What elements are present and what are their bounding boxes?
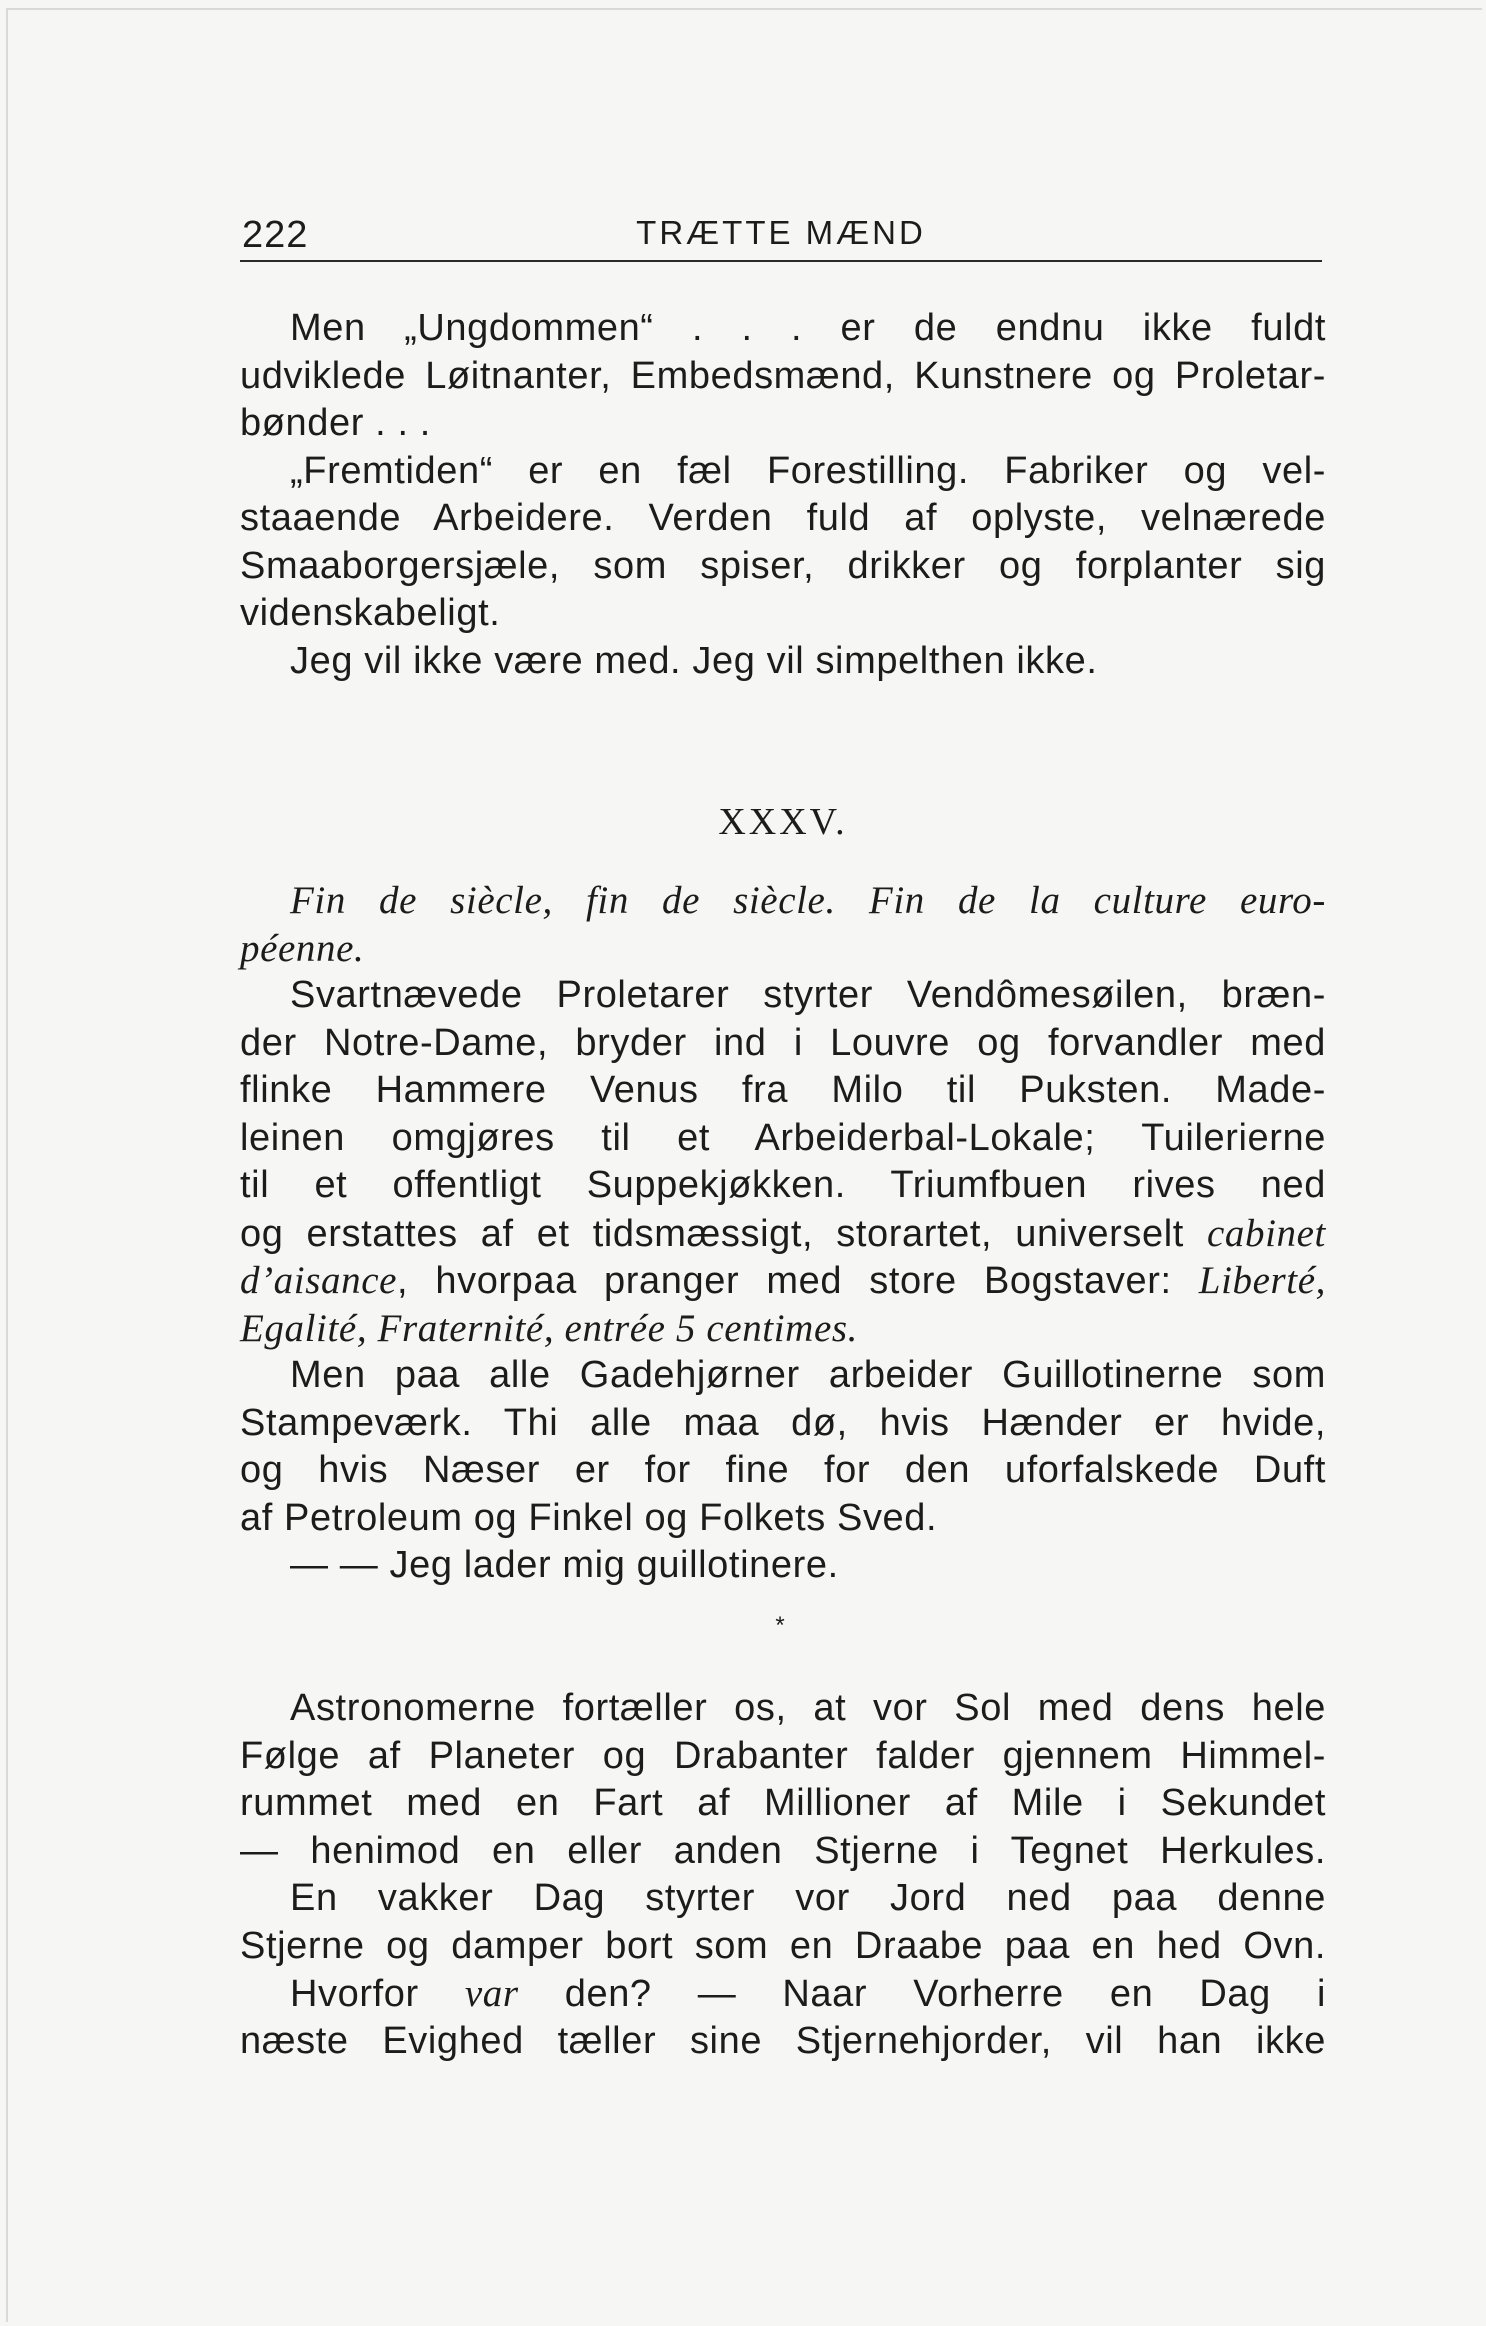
- text-run: den? — Naar Vorherre en Dag i: [518, 1973, 1326, 2015]
- text-line: [240, 1970, 1326, 2018]
- text-line: Men „Ungdommen“ . . . er de endnu ikke fuldt: [290, 307, 1326, 349]
- text-line: — henimod en eller anden Stjerne i Tegnet Herkules.: [240, 1829, 1326, 1872]
- text-run: Hvorfor: [290, 1973, 465, 2015]
- text-line: flinke Hammere Venus fra Milo til Puksten. Made-: [240, 1069, 1326, 1111]
- text-line: næste Evighed tæller sine Stjernehjorder, vil han ikke: [240, 2019, 1326, 2062]
- page-number: 222: [242, 214, 309, 256]
- chapter-title: XXXV.: [718, 801, 848, 843]
- text-line: af Petroleum og Finkel og Folkets Sved.: [240, 1496, 938, 1539]
- text-line: videnskabeligt.: [240, 592, 501, 634]
- text-line: péenne.: [240, 926, 365, 970]
- text-line: Smaaborgersjæle, som spiser, drikker og forplanter sig: [240, 544, 1326, 587]
- italic-run: var: [464, 1972, 519, 2015]
- text-run: , hvorpaa pranger med store Bogstaver:: [397, 1260, 1199, 1302]
- text-line: Fin de siècle, fin de siècle. Fin de la culture euro-: [290, 879, 1326, 922]
- italic-run: cabinet: [1207, 1211, 1326, 1255]
- text-line: leinen omgjøres til et Arbeiderbal-Lokale; Tuilerierne: [240, 1116, 1326, 1159]
- text-line: der Notre-Dame, bryder ind i Louvre og forvandler med: [240, 1021, 1326, 1064]
- text-line: udviklede Løitnanter, Embedsmænd, Kunstnere og Proletar-: [240, 354, 1326, 397]
- running-head: TRÆTTE MÆND: [636, 214, 926, 251]
- italic-run: d’aisance: [240, 1259, 398, 1302]
- text-line: rummet med en Fart af Millioner af Mile i Sekundet: [240, 1782, 1326, 1824]
- text-line: „Fremtiden“ er en fæl Forestilling. Fabriker og vel-: [290, 449, 1326, 492]
- text-line: Egalité, Fraternité, entrée 5 centimes.: [240, 1306, 858, 1350]
- text-run: og erstattes af et tidsmæssigt, storartet, universelt: [240, 1212, 1207, 1255]
- text-line: Stjerne og damper bort som en Draabe paa en hed Ovn.: [240, 1924, 1326, 1967]
- page-header: [240, 208, 1322, 262]
- text-line: Svartnævede Proletarer styrter Vendômesøilen, bræn-: [290, 974, 1326, 1016]
- text-line: En vakker Dag styrter vor Jord ned paa denne: [290, 1877, 1326, 1919]
- text-line: [240, 1257, 1326, 1305]
- text-line: Men paa alle Gadehjørner arbeider Guillotinerne som: [290, 1354, 1326, 1396]
- text-line: og hvis Næser er for fine for den uforfalskede Duft: [240, 1449, 1326, 1491]
- text-line: Følge af Planeter og Drabanter falder gjennem Himmel-: [240, 1734, 1326, 1777]
- section-1: [240, 305, 1326, 685]
- text-line: Astronomerne fortæller os, at vor Sol med dens hele: [290, 1687, 1326, 1729]
- section-3: [240, 1685, 1326, 2065]
- text-line: til et offentligt Suppekjøkken. Triumfbuen rives ned: [240, 1164, 1326, 1206]
- text-line: bønder . . .: [240, 402, 431, 444]
- asterisk-separator: *: [775, 1612, 785, 1639]
- text-line: Jeg vil ikke være med. Jeg vil simpelthen ikke.: [290, 639, 1098, 682]
- text-line: [240, 1210, 1326, 1258]
- text-line: staaende Arbeidere. Verden fuld af oplyste, velnærede: [240, 497, 1326, 539]
- italic-run: Liberté,: [1198, 1259, 1326, 1302]
- text-line: Stampeværk. Thi alle maa dø, hvis Hænder er hvide,: [240, 1401, 1326, 1444]
- section-2: [240, 877, 1326, 1590]
- text-line: — — Jeg lader mig guillotinere.: [290, 1544, 839, 1586]
